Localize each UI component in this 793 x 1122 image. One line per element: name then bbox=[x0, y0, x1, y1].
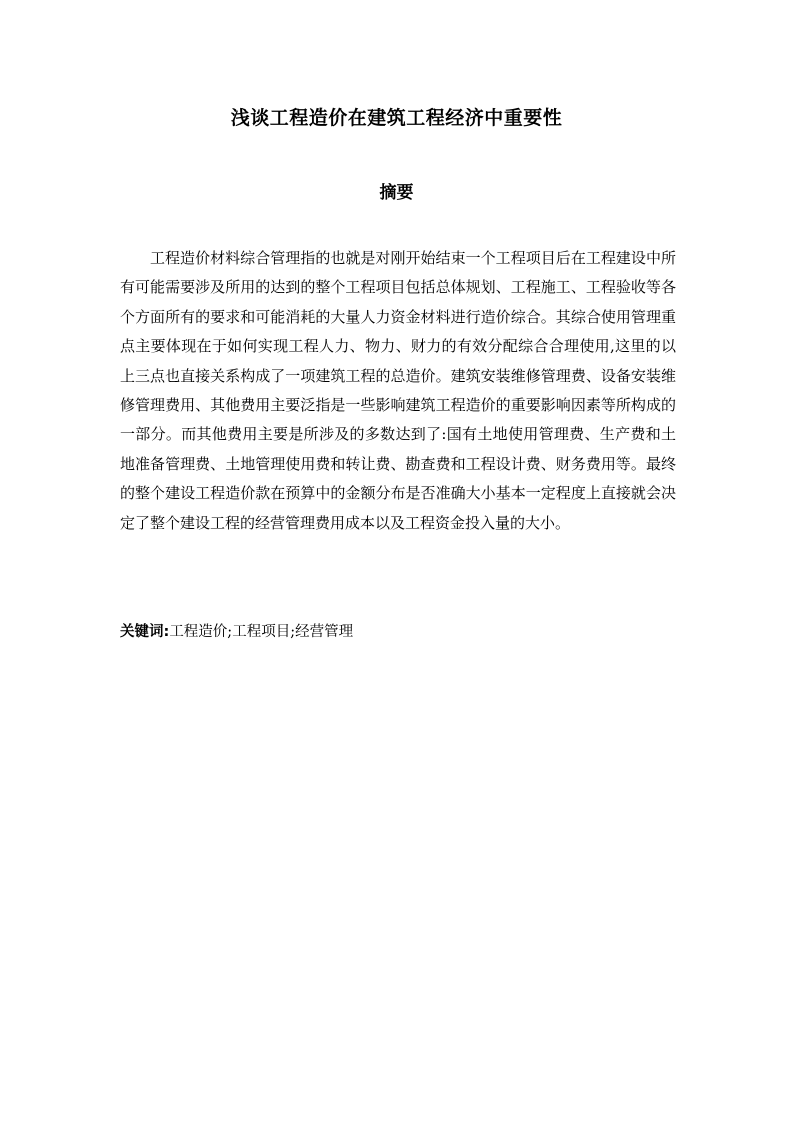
abstract-heading: 摘要 bbox=[379, 183, 414, 203]
document-title: 浅谈工程造价在建筑工程经济中重要性 bbox=[230, 107, 563, 129]
abstract-paragraph: 工程造价材料综合管理指的也就是对刚开始结束一个工程项目后在工程建设中所有可能需要涉及所用的达到的整个工程项目包括总体规划、工程施工、工程验收等各个方面所有的要求和可能消耗的大量人力资金材料进行造价综合。其综合使用管理重点主要体现在于如何实现工程人力、物力、财力的有效分配综合合理使用,这里的以上三点也直接关系构成了一项建筑工程的总造价。建筑安装维修管理费、设备安装维修管理费用、其他费用主要泛指是一些影响建筑工程造价的重要影响因素等所构成的一部分。而其他费用主要是所涉及的多数达到了:国有土地使用管理费、生产费和土地准备管理费、土地管理使用费和转让费、勘查费和工程设计费、财务费用等。最终的整个建设工程造价款在预算中的金额分布是否准确大小基本一定程度上直接就会决定了整个建设工程的经营管理费用成本以及工程资金投入量的大小。 bbox=[120, 249, 676, 532]
keywords-label: 关键词: bbox=[120, 624, 170, 640]
keywords-text: 工程造价;工程项目;经营管理 bbox=[169, 624, 354, 640]
keywords-line bbox=[120, 621, 676, 643]
